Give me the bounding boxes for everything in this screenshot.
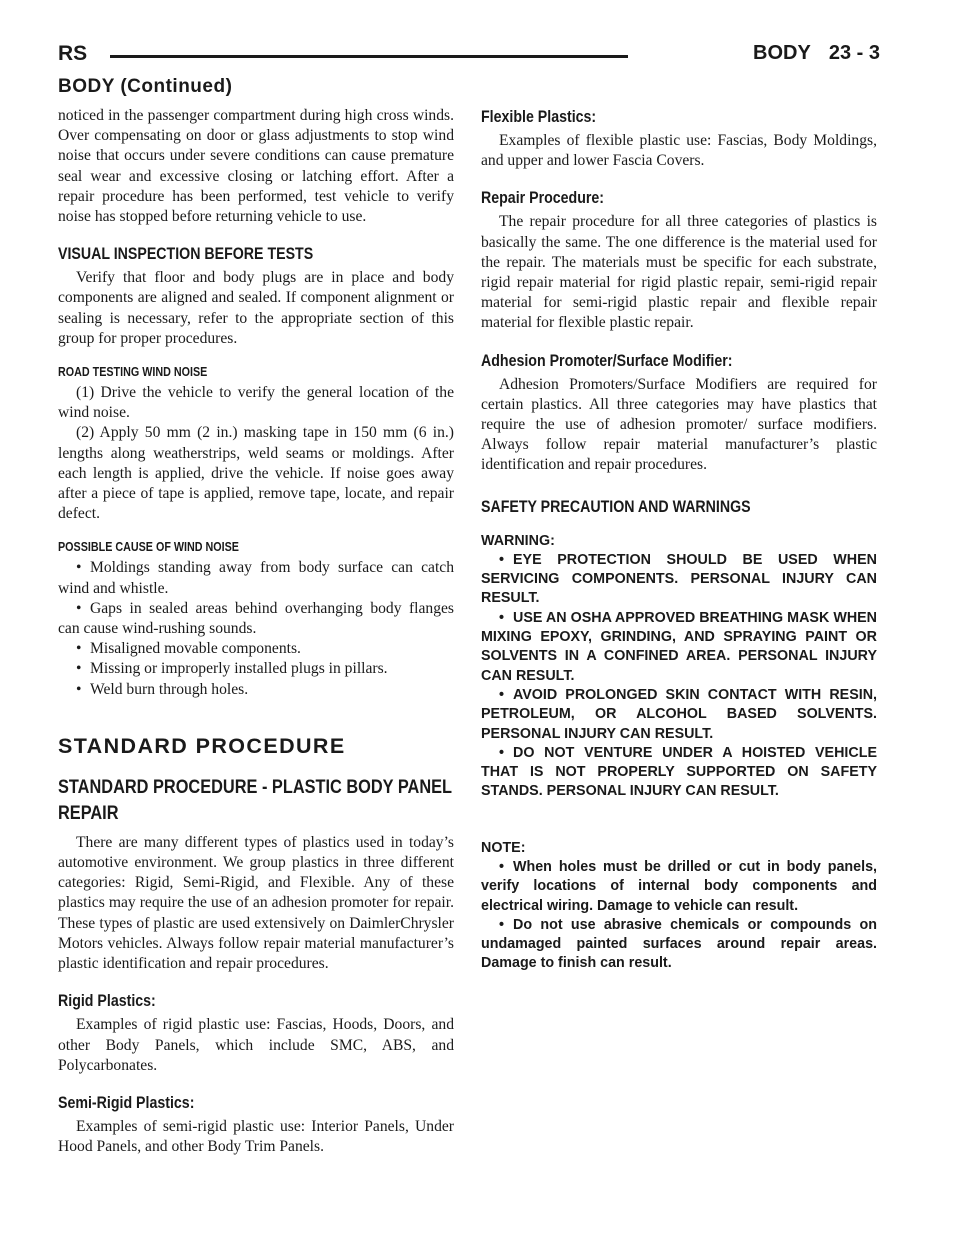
bullet-icon: • [76,660,82,678]
possible-cause-heading: POSSIBLE CAUSE OF WIND NOISE [58,540,239,555]
section-code: RS [58,42,88,65]
intro-paragraph: noticed in the passenger compartment during high cross winds. Over compensating on door or glass adjustments to stop wind noise that occurs under severe conditions can cause premature seal wear and excessive closing or latching effort. After a repair procedure has been performed, test vehicle to verify noise has stopped before returning vehicle to use. [58,107,454,226]
repair-procedure-heading: Repair Procedure: [481,189,605,208]
flexible-plastics-text: Examples of flexible plastic use: Fascias, Body Moldings, and upper and lower Fascia Covers. [481,132,877,170]
note-label: NOTE: [481,839,526,856]
cause-item: • Moldings standing away from body surface can catch wind and whistle. [58,559,454,597]
header-right [753,42,880,65]
bullet-icon: • [499,858,505,875]
right-column [481,106,877,974]
adhesion-promoter-heading: Adhesion Promoter/Surface Modifier: [481,351,733,370]
visual-inspection-text: Verify that floor and body plugs are in place and body components are aligned and sealed. If component alignment or sealing is necessary, refer to the appropriate section of this group for proper procedures. [58,269,454,347]
bullet-icon: • [76,559,82,577]
safety-heading: SAFETY PRECAUTION AND WARNINGS [481,497,751,516]
left-column [58,106,454,1157]
warning-label: WARNING: [481,532,555,549]
chapter-title: BODY [753,42,811,64]
rigid-plastics-text: Examples of rigid plastic use: Fascias, Hoods, Doors, and other Body Panels, which include SMC, ABS, and Polycarbonates. [58,1016,454,1074]
warning-item: • USE AN OSHA APPROVED BREATHING MASK WHEN MIXING EPOXY, GRINDING, AND SPRAYING PAINT OR SOLVENTS IN A CONFINED AREA. PERSONAL INJURY CAN RESULT. [481,609,877,684]
bullet-icon: • [499,551,505,568]
semi-rigid-plastics-heading: Semi-Rigid Plastics: [58,1093,195,1112]
cause-item: • Missing or improperly installed plugs in pillars. [58,659,454,679]
road-step: (2) Apply 50 mm (2 in.) masking tape in 150 mm (6 in.) lengths along weatherstrips, weld seams or moldings. After each length is applied, drive the vehicle. If noise goes away after a piece of tape is applied, remove tape, locate, and repair defect. [58,424,454,523]
bullet-icon: • [499,609,505,626]
warning-item: • AVOID PROLONGED SKIN CONTACT WITH RESIN, PETROLEUM, OR ALCOHOL BASED SOLVENTS. PERSONAL INJURY CAN RESULT. [481,686,877,742]
continued-heading: BODY (Continued) [58,76,233,97]
page-number: 23 - 3 [828,42,880,64]
bullet-icon: • [499,686,505,703]
visual-inspection-heading: VISUAL INSPECTION BEFORE TESTS [58,245,314,264]
note-item: • When holes must be drilled or cut in body panels, verify locations of internal body components and electrical wiring. Damage to vehicle can result. [481,858,877,914]
repair-procedure-text: The repair procedure for all three categories of plastics is basically the same. The one difference is the material used for the repair. The materials must be specific for each substrate, rigid repair material for rigid plastic repair, semi-rigid repair material for semi-rigid plastic repair and flexible repair material for flexible plastic repair. [481,213,877,332]
flexible-plastics-heading: Flexible Plastics: [481,108,597,126]
bullet-icon: • [76,599,82,617]
warning-item: • EYE PROTECTION SHOULD BE USED WHEN SERVICING COMPONENTS. PERSONAL INJURY CAN RESULT. [481,551,877,607]
plastic-repair-text: There are many different types of plastics used in today’s automotive environment. We group plastics in three different categories: Rigid, Semi-Rigid, and Flexible. Any of these plastics may require the use of an adhesion promoter for repair. These types of plastic are used extensively on DaimlerChrysler Motors vehicles. Always follow repair material manufacturer’s plastic identification and repair procedures. [58,833,454,973]
standard-procedure-heading: STANDARD PROCEDURE [58,733,346,758]
header-rule [110,55,628,58]
semi-rigid-plastics-text: Examples of semi-rigid plastic use: Interior Panels, Under Hood Panels, and other Body Trim Panels. [58,1117,454,1156]
warning-item: • DO NOT VENTURE UNDER A HOISTED VEHICLE THAT IS NOT PROPERLY SUPPORTED ON SAFETY STANDS. PERSONAL INJURY CAN RESULT. [481,744,877,800]
bullet-icon: • [76,680,82,698]
cause-item: • Weld burn through holes. [58,680,454,700]
cause-item: • Gaps in sealed areas behind overhanging body flanges can cause wind-rushing sounds. [58,599,454,638]
bullet-icon: • [499,744,505,761]
bullet-icon: • [76,640,82,658]
page-header [58,42,880,70]
adhesion-promoter-text: Adhesion Promoters/Surface Modifiers are required for certain plastics. All three categories may have plastics that require the use of adhesion promoter/ surface modifiers. Always follow repair material manufacturer’s plastic identification and repair procedures. [481,375,877,474]
bullet-icon: • [499,916,505,933]
plastic-repair-heading: STANDARD PROCEDURE - PLASTIC BODY PANEL REPAIR [58,776,452,824]
rigid-plastics-heading: Rigid Plastics: [58,992,156,1011]
road-step: (1) Drive the vehicle to verify the general location of the wind noise. [58,384,454,422]
road-testing-heading: ROAD TESTING WIND NOISE [58,365,208,380]
note-item: • Do not use abrasive chemicals or compounds on undamaged painted surfaces around repair areas. Damage to finish can result. [481,916,877,972]
cause-item: • Misaligned movable components. [58,639,454,659]
